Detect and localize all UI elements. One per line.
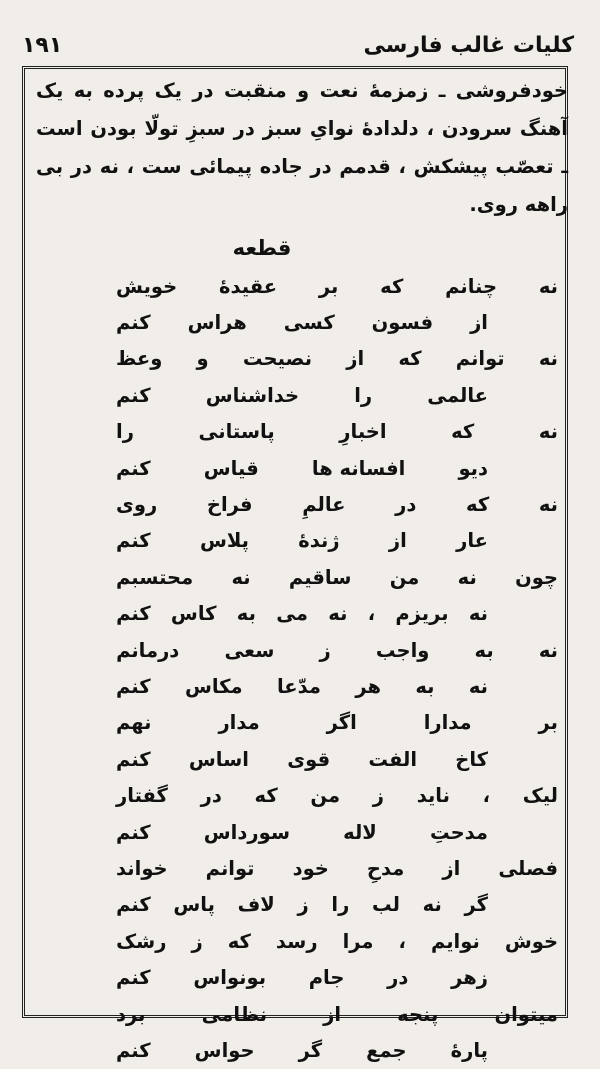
verse-word: کنم	[116, 602, 151, 626]
verse-word: دیو	[458, 456, 488, 480]
verse-line	[36, 414, 568, 450]
verse-word: نه	[422, 893, 442, 917]
verse-word: که	[466, 493, 490, 517]
verse-line	[36, 450, 568, 486]
page-body	[36, 72, 568, 1069]
verse-word: از	[323, 1002, 342, 1026]
verse-line	[36, 814, 568, 850]
verse-word: پاس	[173, 893, 215, 917]
verse-word: ز	[372, 784, 384, 808]
verse-word: که	[380, 274, 404, 298]
verse-word: مرا	[342, 929, 374, 953]
verse-word: ساقیم	[288, 565, 352, 589]
verse-word: نظامی	[201, 1002, 268, 1026]
verse-word: از	[388, 529, 407, 553]
verse-word: من	[389, 565, 420, 589]
verse-word: بونواس	[193, 966, 267, 990]
verse-word: لاله	[343, 820, 377, 844]
verse-line	[36, 741, 568, 777]
verse-word: ز	[191, 929, 203, 953]
verse-word: کنم	[116, 747, 151, 771]
verse-word: کنم	[116, 383, 151, 407]
verse-line	[36, 268, 568, 304]
verse-word: نه	[231, 565, 251, 589]
verse-word: را	[116, 420, 134, 444]
verse-word: نوایم	[430, 929, 480, 953]
verse-line	[36, 559, 568, 595]
verse-word: رسد	[275, 929, 318, 953]
verse-line	[36, 959, 568, 995]
verse-word: مکاس	[184, 674, 243, 698]
verse-word: کنم	[116, 1038, 151, 1062]
verse-line	[36, 304, 568, 340]
verse-word: نه	[538, 274, 558, 298]
verse-word: مدّعا	[276, 674, 321, 698]
verse-word: عقیدهٔ	[218, 274, 278, 298]
verse-word: توانم	[455, 347, 505, 371]
verse-word: خداشناس	[205, 383, 300, 407]
verse-line	[36, 923, 568, 959]
verse-word: بر	[318, 274, 339, 298]
verse-word: ،	[482, 784, 491, 808]
verse-word: را	[331, 893, 350, 917]
verse-word: نه	[538, 347, 558, 371]
verse-word: نه	[538, 493, 558, 517]
verse-word: کنم	[116, 311, 151, 335]
verse-word: سورداس	[203, 820, 290, 844]
verse-word: خود	[292, 856, 329, 880]
verse-word: کنم	[116, 966, 151, 990]
verse-word: از	[442, 856, 461, 880]
verse-line	[36, 523, 568, 559]
verse-line	[36, 668, 568, 704]
verse-word: من	[310, 784, 341, 808]
verse-word: نه	[468, 602, 488, 626]
verse-word: اساس	[188, 747, 249, 771]
verse-word: واجب	[375, 638, 430, 662]
verse-word: قوی	[287, 747, 331, 771]
poem-heading: قطعه	[232, 236, 292, 260]
verse-line	[36, 705, 568, 741]
verse-word: درمانم	[116, 638, 180, 662]
verse-word: الفت	[368, 747, 418, 771]
verse-line	[36, 341, 568, 377]
verse-word: در	[200, 784, 222, 808]
verse-word: که	[451, 420, 475, 444]
verse-word: در	[387, 966, 409, 990]
verse-word: نه	[468, 674, 488, 698]
verse-word: محتسبم	[116, 565, 194, 589]
verse-word: هراس	[187, 311, 247, 335]
verse-word: جام	[308, 966, 345, 990]
verse-word: نصیحت	[242, 347, 313, 371]
verse-word: پلاس	[199, 529, 249, 553]
verse-line	[36, 777, 568, 813]
verse-word: برد	[116, 1002, 146, 1026]
verse-word: ،	[367, 602, 376, 626]
verse-word: نه	[457, 565, 477, 589]
running-title: کلیات غالب فارسی	[363, 32, 574, 58]
verse-word: کنم	[116, 820, 151, 844]
verse-word: عالمِ	[302, 493, 346, 517]
verse-line	[36, 850, 568, 886]
verse-word: زهر	[451, 966, 488, 990]
verse-line	[36, 486, 568, 522]
verse-word: گر	[298, 1038, 323, 1062]
verse-word: از	[346, 347, 365, 371]
verse-word: کنم	[116, 529, 151, 553]
verse-word: ز	[319, 638, 331, 662]
verse-word: مدحتِ	[429, 820, 488, 844]
verse-word: و	[196, 347, 209, 371]
verse-line	[36, 377, 568, 413]
verse-line	[36, 996, 568, 1032]
verse-word: که	[254, 784, 278, 808]
verse-word: را	[354, 383, 373, 407]
verse-word: مدحِ	[366, 856, 405, 880]
verse-word: نه	[538, 420, 558, 444]
verse-word: خوش	[504, 929, 558, 953]
verse-word: افسانه ها	[311, 456, 406, 480]
verse-line	[36, 887, 568, 923]
verse-line	[36, 632, 568, 668]
verse-word: قیاس	[203, 456, 259, 480]
verse-word: توانم	[205, 856, 255, 880]
verse-word: کنم	[116, 893, 151, 917]
verse-word: گر	[464, 893, 488, 917]
verse-word: ژندهٔ	[298, 529, 340, 553]
verse-word: میتوان	[494, 1002, 558, 1026]
verse-line	[36, 1032, 568, 1068]
verse-word: اخبارِ	[339, 420, 387, 444]
page-header	[22, 28, 574, 62]
verse-word: خویش	[116, 274, 178, 298]
verse-word: ناید	[416, 784, 450, 808]
verse-word: پاستانی	[198, 420, 275, 444]
verse-word: لیک	[522, 784, 558, 808]
verse-word: که	[227, 929, 251, 953]
verse-word: هر	[355, 674, 381, 698]
verse-word: کاخ	[455, 747, 488, 771]
verse-word: اگر	[326, 711, 357, 735]
verse-word: می	[276, 602, 308, 626]
verse-word: گفتار	[116, 784, 168, 808]
verse-word: نه	[328, 602, 348, 626]
verse-word: در	[395, 493, 417, 517]
verse-word: مدار	[218, 711, 260, 735]
page-number: ۱۹۱	[22, 32, 63, 58]
verse-word: وعظ	[116, 347, 163, 371]
verse-word: پنجه	[397, 1002, 439, 1026]
verse-word: فصلی	[498, 856, 558, 880]
verse-word: جمع	[366, 1038, 407, 1062]
verse-word: لاف	[237, 893, 275, 917]
verse-word: کسی	[283, 311, 335, 335]
verse-line	[36, 596, 568, 632]
verse-word: رشک	[116, 929, 167, 953]
verse-word: نه	[538, 638, 558, 662]
verse-word: به	[415, 674, 435, 698]
verse-word: چنانم	[445, 274, 498, 298]
verse-word: فسون	[371, 311, 434, 335]
verse-word: از	[470, 311, 488, 335]
verse-word: کاس	[170, 602, 217, 626]
verse-word: سعی	[224, 638, 275, 662]
verse-word: روی	[116, 493, 158, 517]
verse-word: لب	[372, 893, 400, 917]
verse-word: ز	[297, 893, 309, 917]
verse-word: خواند	[116, 856, 168, 880]
verse-word: پارهٔ	[450, 1038, 488, 1062]
verse-word: نهم	[116, 711, 152, 735]
verse-word: چون	[515, 565, 558, 589]
verse-word: کنم	[116, 456, 151, 480]
verse-word: که	[398, 347, 422, 371]
verse-word: کنم	[116, 674, 151, 698]
verse-word: ،	[398, 929, 406, 953]
intro-paragraph: خودفروشی ـ زمزمهٔ نعت و منقبت در یک پرده به یک آهنگ سرودن ، دلدادهٔ نوایِ سبز در سبزِ تولّا بودن است ـ تعصّب پیشکش ، قدمم در جاده پیمائی ست ، نه در بی راهه روی.	[36, 79, 568, 216]
verse-word: عالمی	[427, 383, 488, 407]
verse-word: بریزم	[395, 602, 449, 626]
verse-word: بر	[538, 711, 558, 735]
verse-word: فراخ	[206, 493, 253, 517]
verse-word: مدارا	[423, 711, 472, 735]
verse-word: حواس	[194, 1038, 255, 1062]
verse-word: به	[474, 638, 494, 662]
verse-word: به	[236, 602, 256, 626]
poem-verses	[36, 268, 568, 1069]
verse-word: عار	[456, 529, 488, 553]
